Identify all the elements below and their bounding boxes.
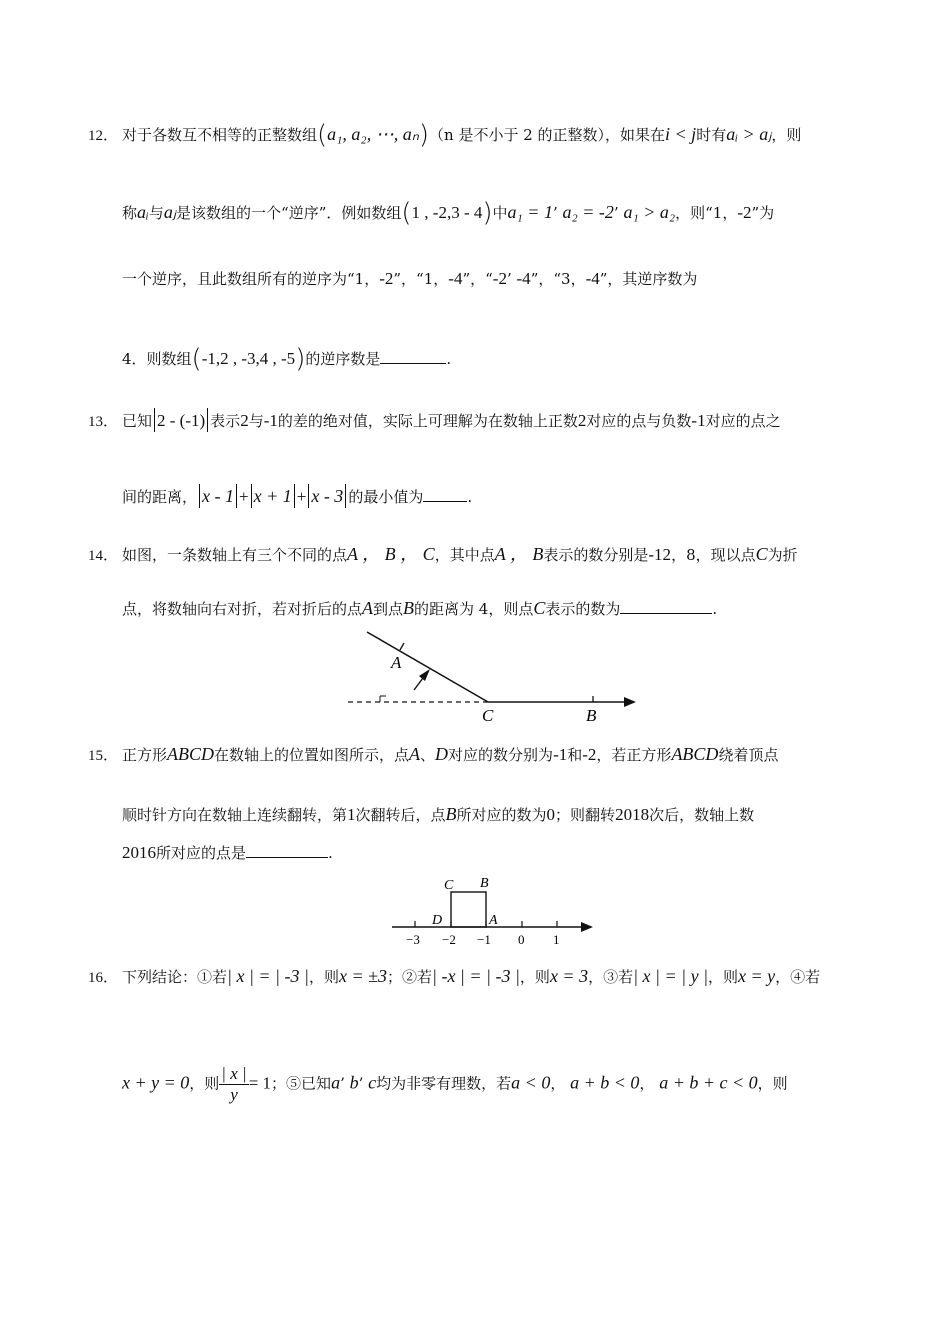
q13-text: 与 [248, 412, 264, 430]
plus-sign: + [296, 487, 307, 506]
tick-label: −2 [442, 932, 456, 947]
q14-text: 的距离为 4，则点 [414, 600, 534, 618]
abs-bar [294, 484, 295, 508]
q14-point: C [755, 544, 768, 564]
q15-point: A [409, 744, 421, 764]
q14-text: 如图，一条数轴上有三个不同的点 [122, 546, 348, 564]
q15-text: 对应的数分别为 [448, 746, 554, 764]
q13-text: 已知 [122, 412, 153, 430]
q12-value: -4 [448, 269, 463, 288]
q12-text: 中 [492, 204, 508, 222]
q12-text: 4．则数组 [122, 350, 192, 368]
q16-result: x = 3 [549, 966, 589, 986]
q14-point: B [403, 598, 415, 618]
q15-separator: 、 [420, 746, 436, 764]
q12-text: 与 [148, 204, 164, 222]
q14-figure [340, 626, 650, 726]
q16-comma: ’ [358, 1074, 369, 1093]
q13-term: x - 3 [311, 486, 344, 506]
abs-bar [251, 484, 252, 508]
label-b: B [586, 706, 597, 725]
q15-value: -2 [582, 745, 597, 764]
answer-blank[interactable] [246, 843, 328, 858]
paren-left: ( [401, 198, 412, 228]
q12-value: -4 [516, 269, 531, 288]
paren-right: ) [418, 120, 430, 150]
q12-text: 称 [122, 204, 138, 222]
q12-text: ”，“3， [530, 270, 586, 288]
q15-figure [388, 870, 598, 950]
q15-text: 所对应的点是 [156, 844, 247, 862]
q15-text: 和 [567, 746, 583, 764]
abs-bar [154, 408, 155, 432]
label-b: B [480, 876, 489, 891]
axis-arrow-icon [624, 697, 636, 707]
q16-result: x = ±3 [338, 966, 387, 986]
q12-text: 时有 [696, 126, 727, 144]
q12-text: ，则 [771, 126, 802, 144]
q13-line-1 [88, 408, 781, 432]
label-a: A [489, 913, 498, 928]
q12-value: -4 [585, 269, 600, 288]
q15-text: 正方形 [122, 746, 168, 764]
q12-line-1 [88, 120, 801, 150]
q16-line-1 [88, 966, 820, 987]
answer-blank[interactable] [620, 599, 712, 614]
tick-label: −1 [477, 932, 491, 947]
q14-number: 14． [88, 548, 119, 564]
q14-line-2 [122, 598, 717, 619]
q13-text: 对应的点之 [705, 412, 781, 430]
q15-point: D [435, 744, 449, 764]
q12-neg: -2 [737, 203, 752, 222]
q12-comma: ’ [552, 204, 563, 222]
q12-number: 12． [88, 128, 119, 144]
q16-fraction [219, 1064, 248, 1105]
plus-sign: + [239, 487, 249, 506]
q14-text: ，其中点 [434, 546, 495, 564]
q13-number: 13． [88, 414, 119, 430]
q12-eq1: a₁ = 1 [507, 202, 553, 222]
q14-text: ，8，现以点 [671, 546, 756, 564]
q16-text: ，则 [757, 1074, 788, 1093]
q16-text: ，③若 [588, 968, 634, 986]
q16-comma: ， [550, 1074, 571, 1093]
q15-text: 在数轴上的位置如图所示，点 [214, 746, 410, 764]
label-c: C [444, 878, 454, 893]
q12-aj: aⱼ [163, 202, 177, 222]
q15-value: -1 [553, 745, 568, 764]
q16-inequality: a + b < 0 [570, 1072, 640, 1093]
abs-bar [199, 484, 200, 508]
tick-label: −3 [406, 932, 420, 947]
q16-var: a [331, 1072, 341, 1093]
q12-line-3 [122, 268, 697, 289]
q12-text: ”，“1， [393, 270, 449, 288]
q12-text: ”，其逆序数为 [599, 270, 698, 288]
q16-text: ；⑤已知 [271, 1074, 332, 1093]
q15-text: 顺时针方向在数轴上连续翻转，第 [122, 806, 348, 824]
q15-line-2 [122, 804, 754, 825]
q16-var: c [368, 1072, 377, 1093]
q12-eq2: a₂ = -2 [562, 202, 614, 222]
q16-condition: | x | = | y | [633, 966, 709, 986]
q13-value: -1 [691, 411, 706, 430]
q12-text: ”为 [751, 204, 775, 222]
q15-value: 1 [347, 805, 356, 824]
abs-bar [236, 484, 237, 508]
q12-tuple: a₁, a₂, ⋯, aₙ [327, 124, 419, 144]
q15-text: 绕着顶点 [718, 746, 779, 764]
q13-text: 对应的点与负数 [586, 412, 692, 430]
q13-value: 2 [577, 411, 587, 430]
q14-period: . [712, 600, 718, 618]
q15-value: 2016 [122, 843, 156, 862]
q12-ai: aᵢ [137, 202, 149, 222]
paren-left: ( [191, 344, 202, 374]
label-a: A [391, 653, 402, 672]
q15-text: ；则翻转 [555, 806, 616, 824]
q15-square: ABCD [671, 744, 719, 764]
q13-period: . [467, 488, 473, 506]
q16-inequality: a + b + c < 0 [659, 1072, 758, 1093]
q14-value: -12 [648, 545, 672, 564]
q14-text: 表示的数为 [545, 600, 621, 618]
q16-equals: = 1 [248, 1073, 272, 1093]
q16-condition: x + y = 0 [122, 1072, 190, 1093]
q13-value: 2 [240, 411, 249, 430]
q16-text: 下列结论：①若 [122, 968, 228, 986]
q15-text: 次后，数轴上数 [649, 806, 755, 824]
q16-comma: ’ [340, 1074, 350, 1093]
q15-text: 所对应的数为 [456, 806, 547, 824]
q12-text: 对于各数互不相等的正整数组 [122, 126, 318, 144]
q14-point: C [533, 598, 546, 618]
q16-var: b [349, 1072, 359, 1093]
q13-text: 表示 [210, 412, 241, 430]
q16-line-2 [122, 1064, 788, 1105]
q15-value: 2018 [615, 805, 650, 824]
q14-line-1 [88, 540, 798, 566]
q13-line-2 [122, 484, 472, 508]
q16-condition: | x | = | -3 | [227, 966, 309, 986]
fold-arrow-icon [419, 669, 430, 681]
q12-text: 的逆序数是 [305, 350, 381, 368]
q12-value: -2 [492, 269, 507, 288]
abs-bar [207, 408, 208, 432]
q14-text: 点，将数轴向右对折，若对折后的点 [122, 600, 363, 618]
paren-right: ) [295, 344, 306, 374]
q16-inequality: a < 0 [511, 1072, 551, 1093]
q15-value: 0 [546, 805, 556, 824]
fraction-denominator: y [230, 1085, 238, 1104]
q16-text: ；②若 [386, 968, 432, 986]
paren-right: ) [482, 198, 493, 228]
q13-text: 间的距离， [122, 488, 198, 506]
q16-text: ，则 [189, 1074, 220, 1093]
fraction-numerator: | x | [221, 1064, 247, 1083]
q16-text: ，④若 [775, 968, 821, 986]
q15-period: . [328, 844, 333, 862]
q12-line-4 [122, 344, 451, 374]
q15-square: ABCD [167, 744, 215, 764]
q14-text: 到点 [373, 600, 404, 618]
q12-text: 是该数组的一个“逆序”．例如数组 [176, 204, 402, 222]
tick-label: 0 [518, 932, 525, 947]
q16-text: ，则 [308, 968, 339, 986]
q15-line-1 [88, 744, 778, 765]
tick-a [400, 643, 404, 650]
q15-point: B [445, 804, 457, 824]
q12-line-2 [122, 198, 774, 228]
q14-text: 表示的数分别是 [543, 546, 649, 564]
q16-text: ，则 [708, 968, 739, 986]
axis-arrow-icon [581, 922, 593, 932]
q16-number: 16． [88, 970, 119, 986]
q12-period: . [446, 350, 452, 368]
q13-term: x - 1 [202, 486, 234, 506]
q13-text: 的最小值为 [348, 488, 424, 506]
label-d: D [432, 913, 443, 928]
q15-text: ，若正方形 [596, 746, 672, 764]
q12-inequality: aᵢ > aⱼ [726, 124, 772, 144]
abs-bar [308, 484, 309, 508]
label-c: C [482, 706, 494, 725]
q13-value: -1 [263, 411, 278, 430]
paren-left: ( [317, 120, 328, 150]
q14-points: A ， B [494, 544, 544, 564]
q12-text: （n 是不小于 2 的正整数），如果在 [429, 126, 666, 144]
q14-point: A [362, 598, 374, 618]
q12-text: 一个逆序，且此数组所有的逆序为“1， [122, 270, 380, 288]
q16-text: 均为非零有理数，若 [376, 1074, 512, 1093]
q15-number: 15． [88, 748, 119, 764]
q12-value: -2 [379, 269, 394, 288]
abs-bar [345, 484, 346, 508]
answer-blank[interactable] [423, 487, 467, 502]
q16-condition: | -x | = | -3 | [432, 966, 520, 986]
q12-example-tuple: 1 , -2,3 - 4 [411, 203, 483, 222]
q14-text: 为折 [767, 546, 798, 564]
q13-abs-expr: 2 - (-1) [157, 411, 206, 430]
square-abcd [451, 892, 486, 927]
answer-blank[interactable] [380, 349, 446, 364]
q15-text: 次翻转后，点 [355, 806, 446, 824]
q14-points: A ， B ， C [347, 544, 435, 564]
folded-axis [367, 632, 488, 702]
q12-text: ”，“ [462, 270, 493, 288]
q13-term: x + 1 [253, 486, 292, 506]
q16-text: ，则 [519, 968, 550, 986]
q13-text: 的差的绝对值，实际上可理解为在数轴上正数 [277, 412, 578, 430]
q12-condition: i < j [665, 124, 697, 144]
tick-label: 1 [553, 932, 560, 947]
q12-comma: ’ [506, 270, 517, 288]
q16-comma: ， [639, 1074, 660, 1093]
q12-comma: ’ [613, 204, 624, 222]
q12-ineq: a₁ > a₂ [623, 202, 676, 222]
q12-question-tuple: -1,2 , -3,4 , -5 [201, 349, 296, 368]
q15-line-3 [122, 842, 333, 863]
q12-text: ，则“1， [675, 204, 738, 222]
q16-result: x = y [738, 966, 776, 986]
